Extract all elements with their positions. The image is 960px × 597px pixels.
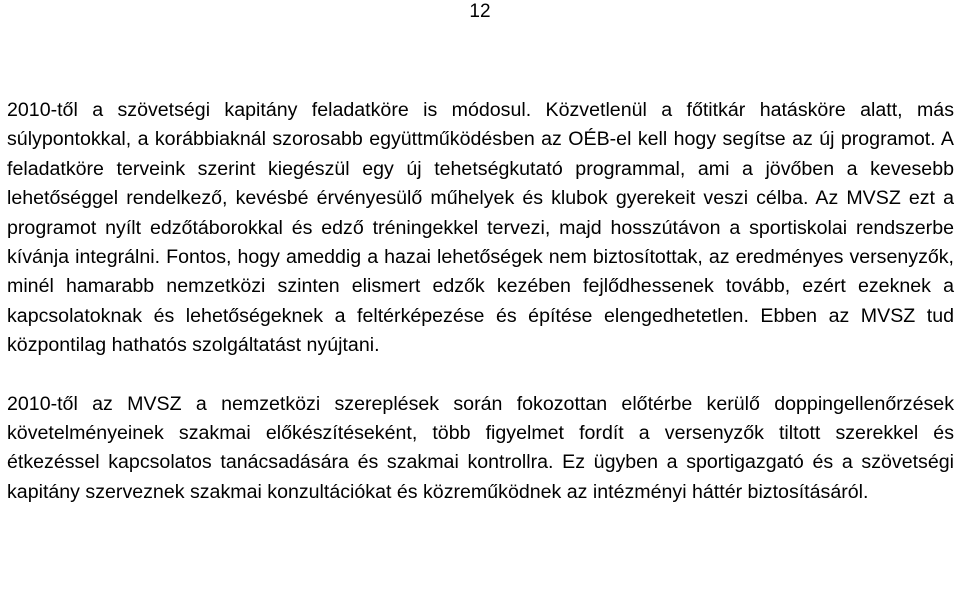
document-body bbox=[7, 96, 954, 507]
paragraph-1: 2010-től a szövetségi kapitány feladatköre is módosul. Közvetlenül a főtitkár hatásköre alatt, más súlypontokkal, a korábbiaknál szorosabb együttműködésben az OÉB-el kell hogy segítse az új programot. A feladatköre terveink szerint kiegészül egy új tehetségkutató programmal, ami a jövőben a kevesebb lehetőséggel rendelkező, kevésbé érvényesülő műhelyek és klubok gyerekeit veszi célba. Az MVSZ ezt a programot nyílt edzőtáborokkal és edző tréningekkel tervezi, majd hosszútávon a sportiskolai rendszerbe kívánja integrálni. Fontos, hogy ameddig a hazai lehetőségek nem biztosítottak, az eredményes versenyzők, minél hamarabb nemzetközi szinten elismert edzők kezében fejlődhessenek tovább, ezért ezeknek a kapcsolatoknak és lehetőségeknek a feltérképezése és építése elengedhetetlen. Ebben az MVSZ tud központilag hathatós szolgáltatást nyújtani. bbox=[7, 99, 954, 357]
page-number: 12 bbox=[469, 1, 491, 22]
paragraph-2: 2010-től az MVSZ a nemzetközi szereplések során fokozottan előtérbe kerülő doppingellenőrzések követelményeinek szakmai előkészítéseként, több figyelmet fordít a versenyzők tiltott szerekkel és étkezéssel kapcsolatos tanácsadására és szakmai kontrollra. Ez ügyben a sportigazgató és a szövetségi kapitány szerveznek szakmai konzultációkat és közreműködnek az intézményi háttér biztosításáról. bbox=[7, 392, 954, 503]
